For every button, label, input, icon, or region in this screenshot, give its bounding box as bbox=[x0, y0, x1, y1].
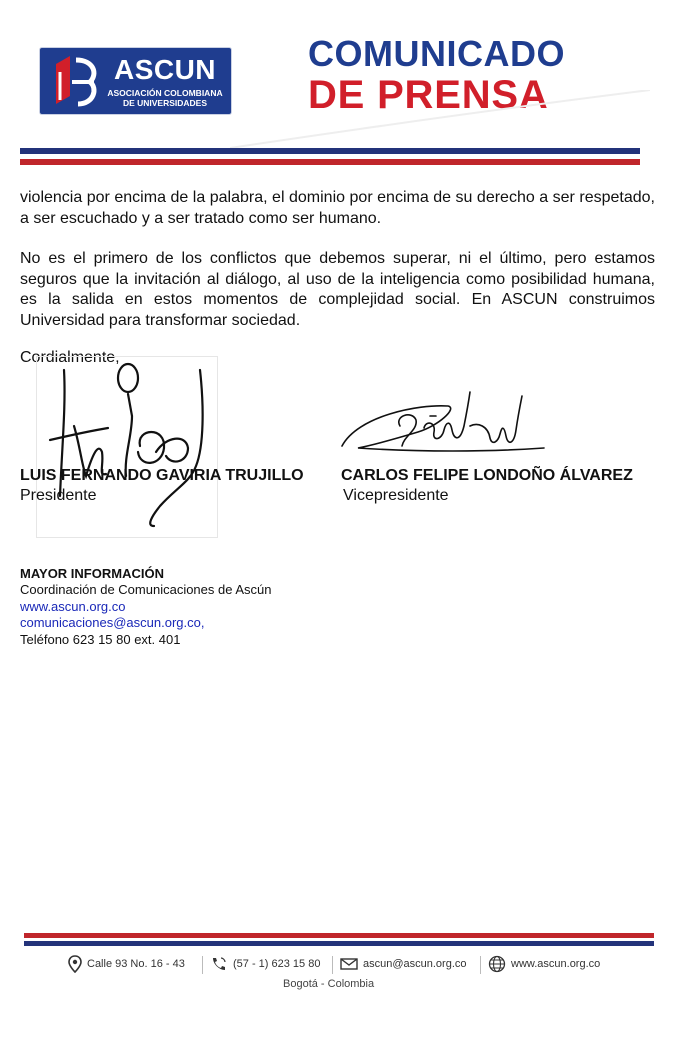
header-stripe-navy bbox=[20, 148, 640, 154]
ascun-emblem-icon bbox=[48, 52, 104, 110]
footer-address-text: Calle 93 No. 16 - 43 bbox=[87, 958, 185, 970]
president-name: LUIS FERNANDO GAVIRIA TRUJILLO bbox=[20, 467, 304, 484]
vicepresident-name: CARLOS FELIPE LONDOÑO ÁLVAREZ bbox=[341, 467, 633, 484]
footer-phone-text: (57 - 1) 623 15 80 bbox=[233, 958, 321, 970]
footer-email bbox=[340, 954, 467, 974]
header-stripe-red bbox=[20, 159, 640, 165]
info-website-link[interactable]: www.ascun.org.co bbox=[20, 599, 126, 614]
logo-name: ASCUN bbox=[113, 54, 217, 85]
president-role: Presidente bbox=[20, 487, 97, 504]
info-phone: Teléfono 623 15 80 ext. 401 bbox=[20, 632, 181, 647]
footer-website-text: www.ascun.org.co bbox=[511, 958, 601, 970]
footer-phone bbox=[210, 954, 320, 974]
footer-website bbox=[488, 954, 600, 974]
header-swoosh bbox=[230, 90, 650, 150]
info-coordination: Coordinación de Comunicaciones de Ascún bbox=[20, 582, 272, 597]
footer-address bbox=[68, 954, 185, 974]
footer-stripe-red bbox=[24, 933, 654, 938]
footer-email-text: ascun@ascun.org.co bbox=[363, 958, 467, 970]
info-title: MAYOR INFORMACIÓN bbox=[20, 566, 164, 581]
closing-text: Cordialmente, bbox=[20, 349, 120, 366]
press-title-line2: DE PRENSA bbox=[308, 73, 549, 117]
footer-divider bbox=[480, 956, 481, 974]
president-signature bbox=[36, 356, 216, 536]
location-pin-icon bbox=[68, 955, 82, 973]
footer-city: Bogotá - Colombia bbox=[283, 978, 375, 990]
press-title-line1: COMUNICADO bbox=[308, 33, 565, 74]
footer-divider bbox=[202, 956, 203, 974]
paragraph-1: violencia por encima de la palabra, el dominio por encima de su derecho a ser respetado, a ser escuchado y a ser tratado como ser humano. bbox=[20, 189, 655, 227]
globe-icon bbox=[488, 955, 506, 973]
info-email-link[interactable]: comunicaciones@ascun.org.co, bbox=[20, 615, 205, 630]
paragraph-2: No es el primero de los conflictos que debemos superar, ni el último, pero estamos seguros que la invitación al diálogo, al uso de la inteligencia como posibilidad humana, es la salida en estos momentos de complejidad social. En ASCUN construimos Universidad para transformar sociedad. bbox=[20, 250, 655, 329]
footer-divider bbox=[332, 956, 333, 974]
logo-subtitle: ASOCIACIÓN COLOMBIANA DE UNIVERSIDADES bbox=[107, 88, 223, 108]
footer-stripe-navy bbox=[24, 941, 654, 946]
vicepresident-signature bbox=[338, 386, 548, 466]
vicepresident-role: Vicepresidente bbox=[343, 487, 449, 504]
envelope-icon bbox=[340, 957, 358, 971]
phone-icon bbox=[210, 956, 228, 972]
